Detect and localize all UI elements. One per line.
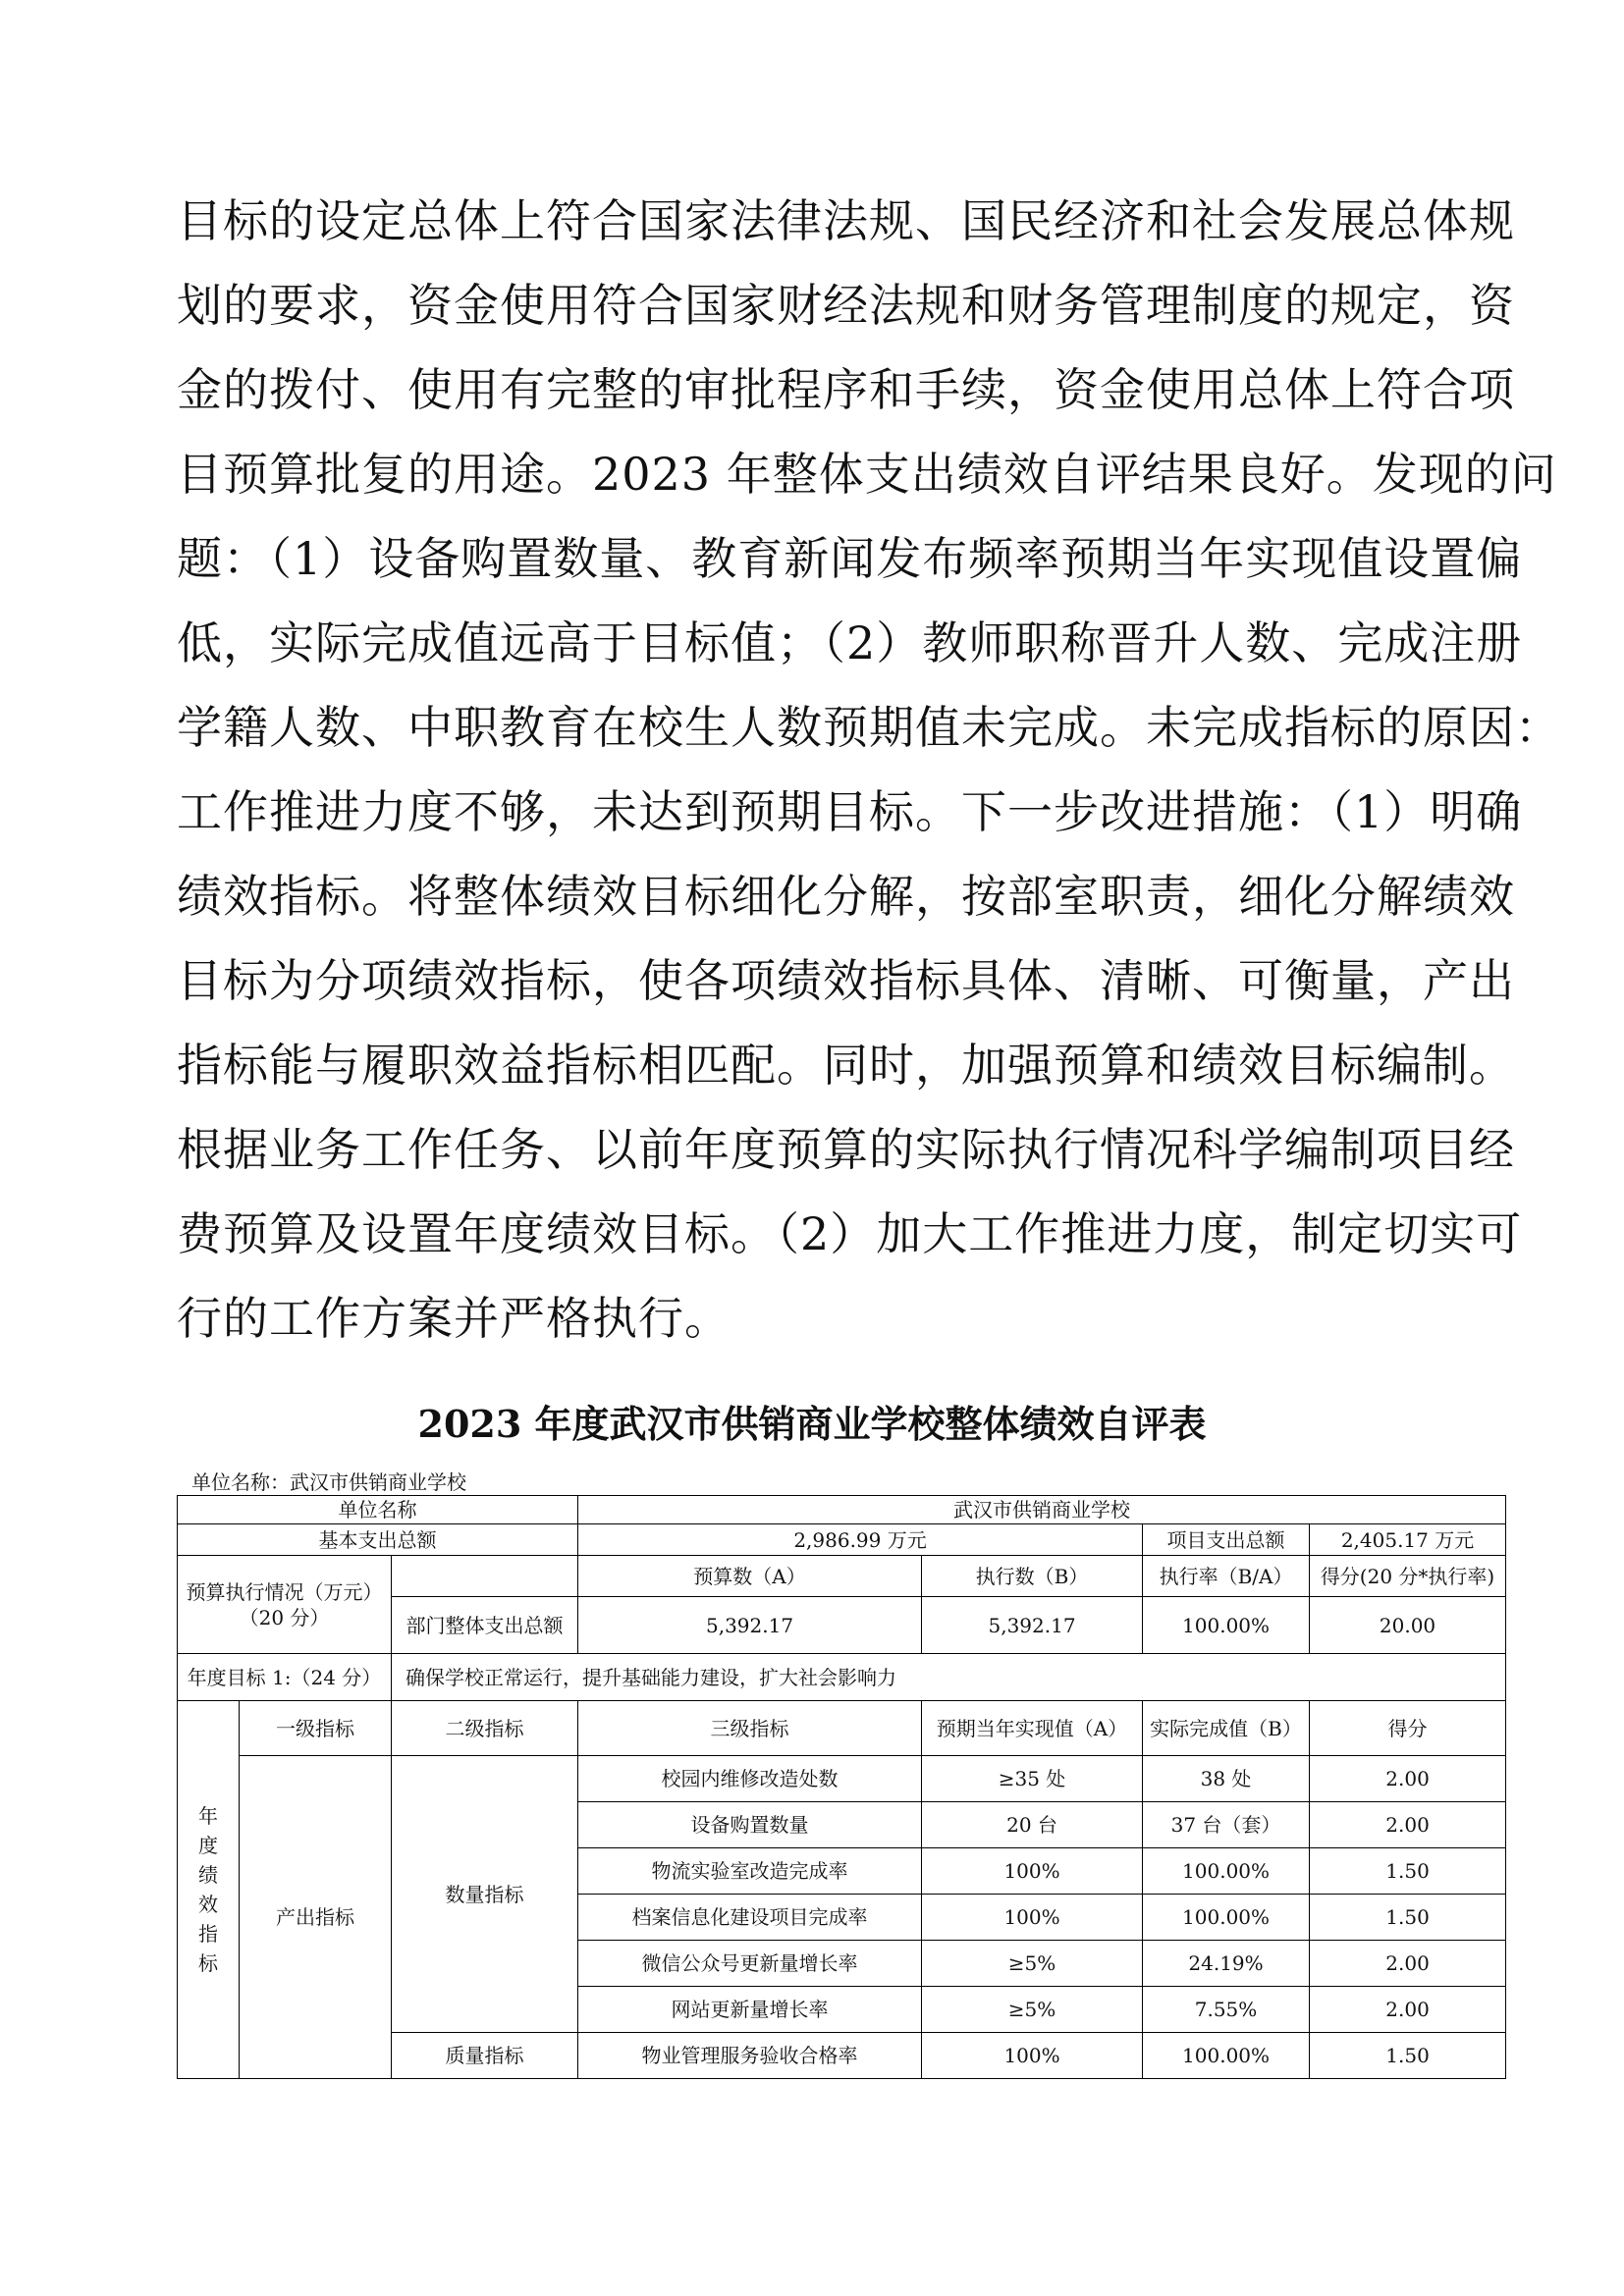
table-row <box>178 1496 1506 1524</box>
indicator-header: 实际完成值（B） <box>1143 1701 1310 1756</box>
annual-goal-text: 确保学校正常运行，提升基础能力建设，扩大社会影响力 <box>392 1654 1506 1701</box>
indicator-header: 预期当年实现值（A） <box>922 1701 1143 1756</box>
paragraph-line: 目标的设定总体上符合国家法律法规、国民经济和社会发展总体规 <box>177 194 1515 247</box>
indicator-header: 一级指标 <box>240 1701 392 1756</box>
paragraph-line: 学籍人数、中职教育在校生人数预期值未完成。未完成指标的原因： <box>177 701 1561 754</box>
level2-indicator: 质量指标 <box>392 2033 578 2079</box>
level3-indicator: 物流实验室改造完成率 <box>578 1848 922 1895</box>
paragraph-line: 指标能与履职效益指标相匹配。同时，加强预算和绩效目标编制。 <box>177 1039 1515 1092</box>
target-value: 100% <box>922 2033 1143 2079</box>
score-value: 1.50 <box>1310 2033 1506 2079</box>
level3-indicator: 档案信息化建设项目完成率 <box>578 1895 922 1941</box>
table-row <box>178 1524 1506 1556</box>
score-value: 2.00 <box>1310 1987 1506 2033</box>
paragraph-line: 金的拨付、使用有完整的审批程序和手续，资金使用总体上符合项 <box>177 363 1515 416</box>
body-paragraph <box>177 179 1561 1361</box>
table-row <box>178 1756 1506 1802</box>
table-title: 2023 年度武汉市供销商业学校整体绩效自评表 <box>417 1402 1207 1446</box>
level3-indicator: 物业管理服务验收合格率 <box>578 2033 922 2079</box>
paragraph-line: 行的工作方案并严格执行。 <box>177 1292 731 1345</box>
paragraph-line: 目标为分项绩效指标，使各项绩效指标具体、清晰、可衡量，产出 <box>177 954 1515 1007</box>
level1-indicator: 产出指标 <box>240 1756 392 2079</box>
actual-value: 7.55% <box>1143 1987 1310 2033</box>
target-value: 20 台 <box>922 1802 1143 1848</box>
target-value: 100% <box>922 1895 1143 1941</box>
budget-exec-label: 预算执行情况（万元）（20 分） <box>178 1556 392 1654</box>
project-total-value: 2,405.17 万元 <box>1310 1524 1506 1556</box>
actual-value: 24.19% <box>1143 1941 1310 1987</box>
budget-value: 5,392.17 <box>922 1597 1143 1654</box>
table-row <box>178 1556 1506 1597</box>
target-value: ≥35 处 <box>922 1756 1143 1802</box>
actual-value: 37 台（套） <box>1143 1802 1310 1848</box>
paragraph-line: 根据业务工作任务、以前年度预算的实际执行情况科学编制项目经 <box>177 1123 1515 1176</box>
unit-name-value: 武汉市供销商业学校 <box>578 1496 1506 1524</box>
level2-indicator: 数量指标 <box>392 1756 578 2033</box>
level3-indicator: 微信公众号更新量增长率 <box>578 1941 922 1987</box>
actual-value: 100.00% <box>1143 1848 1310 1895</box>
budget-header: 得分(20 分*执行率) <box>1310 1556 1506 1597</box>
budget-value: 20.00 <box>1310 1597 1506 1654</box>
basic-total-value: 2,986.99 万元 <box>578 1524 1143 1556</box>
level3-indicator: 校园内维修改造处数 <box>578 1756 922 1802</box>
indicator-header: 二级指标 <box>392 1701 578 1756</box>
score-value: 2.00 <box>1310 1756 1506 1802</box>
unit-name-label: 单位名称 <box>178 1496 578 1524</box>
vertical-text: 年 度 绩 效 指 标 <box>198 1804 218 1975</box>
target-value: ≥5% <box>922 1941 1143 1987</box>
budget-header: 执行率（B/A） <box>1143 1556 1310 1597</box>
indicator-header: 三级指标 <box>578 1701 922 1756</box>
paragraph-line: 划的要求，资金使用符合国家财经法规和财务管理制度的规定，资 <box>177 279 1515 332</box>
annual-goal-label: 年度目标 1:（24 分） <box>178 1654 392 1701</box>
paragraph-line: 费预算及设置年度绩效目标。（2）加大工作推进力度，制定切实可 <box>177 1207 1523 1260</box>
project-total-label: 项目支出总额 <box>1143 1524 1310 1556</box>
level3-indicator: 设备购置数量 <box>578 1802 922 1848</box>
paragraph-line: 题：（1）设备购置数量、教育新闻发布频率预期当年实现值设置偏 <box>177 532 1523 585</box>
empty-cell <box>392 1556 578 1597</box>
paragraph-line: 低，实际完成值远高于目标值；（2）教师职称晋升人数、完成注册 <box>177 616 1523 669</box>
indicator-vertical-label <box>178 1701 240 2079</box>
score-value: 1.50 <box>1310 1895 1506 1941</box>
paragraph-line: 目预算批复的用途。2023 年整体支出绩效自评结果良好。发现的问 <box>177 448 1557 501</box>
paragraph-line: 工作推进力度不够，未达到预期目标。下一步改进措施：（1）明确 <box>177 785 1523 838</box>
budget-header: 预算数（A） <box>578 1556 922 1597</box>
level3-indicator: 网站更新量增长率 <box>578 1987 922 2033</box>
target-value: 100% <box>922 1848 1143 1895</box>
unit-name-line: 单位名称：武汉市供销商业学校 <box>191 1470 466 1494</box>
score-value: 2.00 <box>1310 1941 1506 1987</box>
table-row <box>178 1701 1506 1756</box>
basic-total-label: 基本支出总额 <box>178 1524 578 1556</box>
budget-header: 执行数（B） <box>922 1556 1143 1597</box>
actual-value: 100.00% <box>1143 2033 1310 2079</box>
dept-total-label: 部门整体支出总额 <box>392 1597 578 1654</box>
budget-value: 5,392.17 <box>578 1597 922 1654</box>
score-value: 1.50 <box>1310 1848 1506 1895</box>
performance-table <box>177 1495 1506 2079</box>
table-row <box>178 1654 1506 1701</box>
target-value: ≥5% <box>922 1987 1143 2033</box>
budget-value: 100.00% <box>1143 1597 1310 1654</box>
actual-value: 38 处 <box>1143 1756 1310 1802</box>
actual-value: 100.00% <box>1143 1895 1310 1941</box>
score-value: 2.00 <box>1310 1802 1506 1848</box>
paragraph-line: 绩效指标。将整体绩效目标细化分解，按部室职责，细化分解绩效 <box>177 870 1515 923</box>
indicator-header: 得分 <box>1310 1701 1506 1756</box>
